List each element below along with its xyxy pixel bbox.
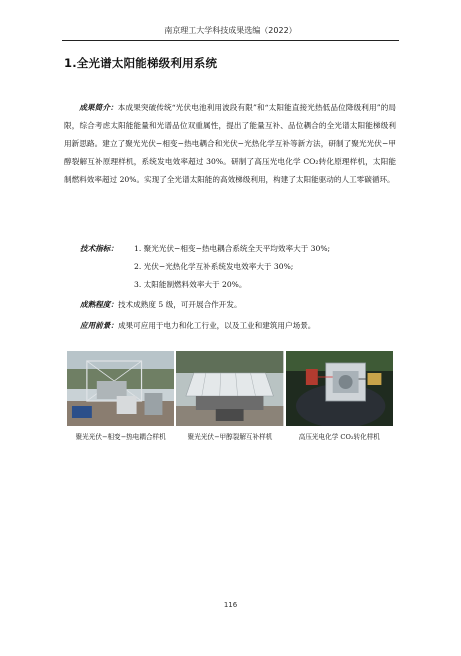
prospects-label: 应用前景： (80, 321, 118, 330)
tech-spec-row (64, 258, 396, 276)
header-divider (62, 40, 399, 41)
maturity-section (64, 296, 396, 314)
photo-pv-methanol-cracking-prototype (176, 351, 283, 426)
photo-caption-3: 高压光电化学 CO₂转化样机 (298, 433, 380, 441)
tech-spec-item-1: 1. 聚光光伏−相变−热电耦合系统全天平均效率大于 30%; (134, 244, 331, 253)
tech-specs-label: 技术指标： (80, 244, 118, 253)
photo-captions (67, 431, 393, 441)
photo-row (67, 351, 393, 426)
summary-section (64, 99, 396, 189)
tech-spec-row (64, 240, 396, 258)
prospects-section (64, 317, 396, 335)
photo-high-pressure-pec-co2-prototype (286, 351, 393, 426)
photo-caption-2: 聚光光伏−甲醇裂解互补样机 (187, 433, 273, 441)
photo-pv-phase-change-thermoelectric-prototype (67, 351, 174, 426)
tech-spec-row (64, 276, 396, 294)
tech-spec-item-3: 3. 太阳能制燃料效率大于 20%。 (134, 280, 247, 289)
prospects-text: 成果可应用于电力和化工行业，以及工业和建筑用户场景。 (117, 321, 316, 330)
photo-caption-1: 聚光光伏−相变−热电耦合样机 (75, 433, 166, 441)
summary-paragraph (64, 99, 396, 189)
summary-text: 本成果突破传统“光伏电池利用波段有限”和“太阳能直接光热低品位降级利用”的局限，综合考虑太阳能能量和光谱品位双重属性，提出了能量互补、品位耦合的全光谱太阳能梯级利用新思路。建立了聚光光伏−相变−热电耦合和光伏−光热化学互补等新方法，研制了聚光光伏−甲醇裂解互补原理样机，系统发电效率超过 30%。研制了高压光电化学 CO₂转化原理样机，太阳能制燃料效率超过 20%。实现了全光谱太阳能的高效梯级利用，构建了太阳能驱动的人工零碳循环。 (64, 103, 397, 184)
summary-label: 成果简介： (79, 103, 118, 112)
section-title: 1.全光谱太阳能梯级利用系统 (64, 56, 218, 70)
maturity-text: 技术成熟度 5 级，可开展合作开发。 (117, 300, 242, 309)
tech-spec-item-2: 2. 光伏−光热化学互补系统发电效率大于 30%; (134, 262, 294, 271)
page-number: 116 (223, 601, 238, 609)
tech-specs-section (64, 240, 396, 294)
running-header: 南京理工大学科技成果选编（2022） (164, 26, 297, 35)
maturity-label: 成熟程度： (80, 300, 118, 309)
